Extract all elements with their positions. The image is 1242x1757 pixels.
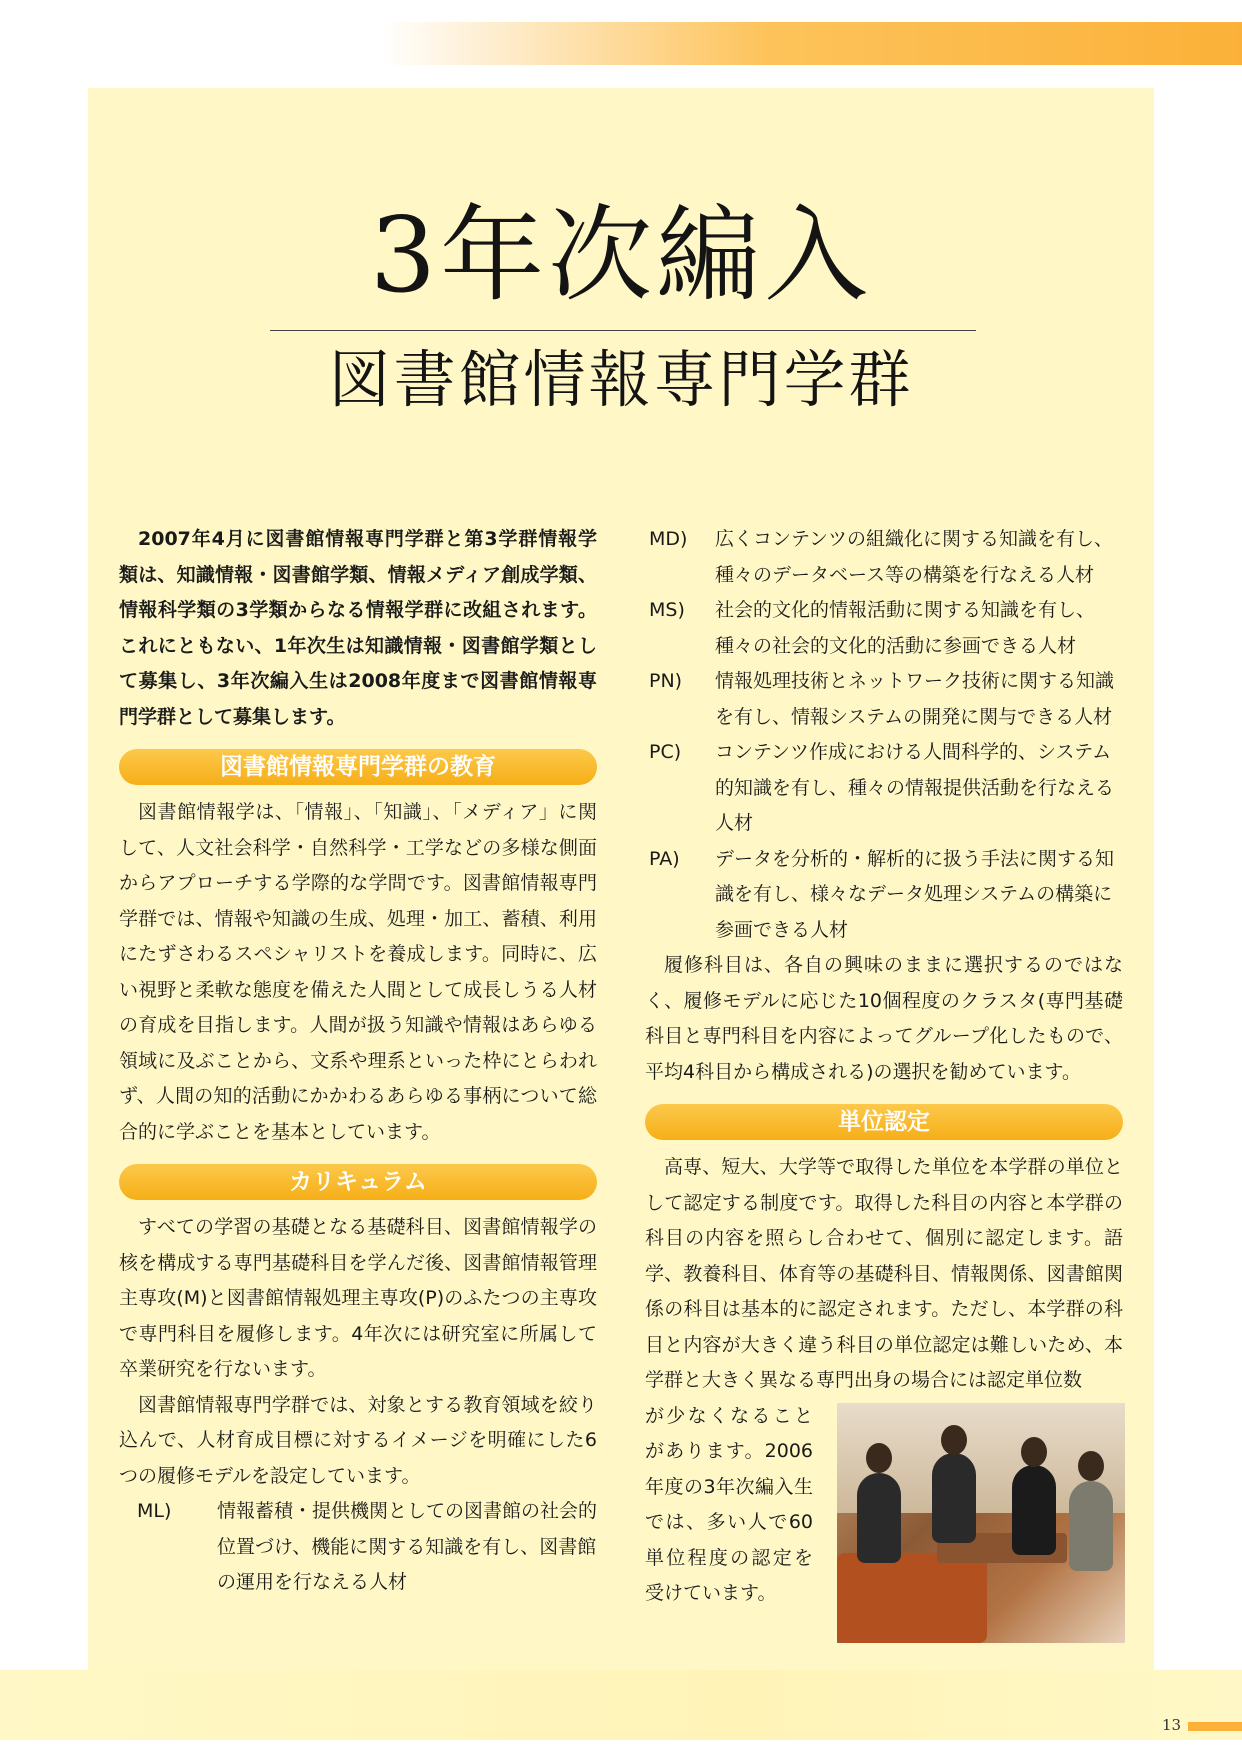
photo-person <box>932 1453 976 1543</box>
photo-person <box>1069 1481 1113 1571</box>
model-text: 情報蓄積・提供機関としての図書館の社会的位置づけ、機能に関する知識を有し、図書館の運用を行なえる人材 <box>217 1500 598 1593</box>
credit-paragraph-tail: が少なくなることがあります。2006年度の3年次編入生では、多い人で60単位程度の認定を受けています。 <box>645 1404 813 1604</box>
model-item-md <box>645 522 1123 593</box>
photo-person <box>1012 1465 1056 1555</box>
photo-head <box>1021 1437 1047 1467</box>
photo-person <box>857 1473 901 1563</box>
photo-head <box>866 1443 892 1473</box>
model-text: データを分析的・解析的に扱う手法に関する知識を有し、様々なデータ処理システムの構築に参画できる人材 <box>715 847 1115 941</box>
intro-paragraph: 2007年4月に図書館情報専門学群と第3学群情報学類は、知識情報・図書館学類、情報メディア創成学類、情報科学類の3学類からなる情報学群に改組されます。これにともない、1年次生は知識情報・図書館学類として募集し、3年次編入生は2008年度まで図書館情報専門学群として募集します。 <box>119 528 597 728</box>
model-code: PA) <box>649 847 680 870</box>
photo-sofa <box>837 1553 987 1643</box>
model-code: ML) <box>137 1500 172 1522</box>
page-number: 13 <box>1162 1716 1182 1734</box>
model-item-ml <box>119 1494 597 1601</box>
model-code: PN) <box>649 670 683 692</box>
curriculum-paragraph-2: 図書館情報専門学群では、対象とする教育領域を絞り込んで、人材育成目標に対するイメージを明確にした6つの履修モデルを設定しています。 <box>119 1393 597 1487</box>
photo-head <box>1078 1451 1104 1481</box>
curriculum-paragraph-1: すべての学習の基礎となる基礎科目、図書館情報学の核を構成する専門基礎科目を学んだ後、図書館情報管理主専攻(M)と図書館情報処理主専攻(P)のふたつの主専攻で専門科目を履修します。4年次には研究室に所属して卒業研究を行ないます。 <box>119 1216 597 1380</box>
model-code: PC) <box>649 741 682 763</box>
model-text: 広くコンテンツの組織化に関する知識を有し、種々のデータベース等の構築を行なえる人材 <box>715 528 1114 586</box>
section-heading-credit: 単位認定 <box>645 1104 1123 1140</box>
model-code: MS) <box>649 599 685 621</box>
section-heading-education: 図書館情報専門学群の教育 <box>119 749 597 785</box>
right-column <box>645 522 1123 1643</box>
section-heading-curriculum: カリキュラム <box>119 1164 597 1200</box>
model-code: MD) <box>649 528 688 550</box>
header-accent-bar <box>380 22 1242 65</box>
footer-strip <box>0 1670 1242 1740</box>
students-photo <box>837 1403 1125 1643</box>
page-subtitle: 図書館情報専門学群 <box>328 343 914 416</box>
credit-paragraph: 高専、短大、大学等で取得した単位を本学群の単位として認定する制度です。取得した科目の内容と本学群の科目の内容を照らし合わせて、個別に認定します。語学、教養科目、体育等の基礎科目、情報関係、図書館関係の科目は基本的に認定されます。ただし、本学群の科目と内容が大きく違う科目の単位認定は難しいため、本学群と大きく異なる専門出身の場合には認定単位数 <box>645 1156 1123 1391</box>
photo-row <box>645 1399 1123 1643</box>
model-item-pn <box>645 664 1123 735</box>
photo-head <box>941 1425 967 1455</box>
model-item-ms <box>645 593 1123 664</box>
model-item-pc <box>645 735 1123 842</box>
education-paragraph: 図書館情報学は、「情報」、「知識」、「メディア」に関して、人文社会科学・自然科学・工学などの多様な側面からアプローチする学際的な学問です。図書館情報専門学群では、情報や知識の生成、処理・加工、蓄積、利用にたずさわるスペシャリストを養成します。同時に、広い視野と柔軟な態度を備えた人間として成長しうる人材の育成を目指します。人間が扱う知識や情報はあらゆる領域に及ぶことから、文系や理系といった枠にとらわれず、人間の知的活動にかかわるあらゆる事柄について総合的に学ぶことを基本としています。 <box>119 801 597 1143</box>
model-text: コンテンツ作成における人間科学的、システム的知識を有し、種々の情報提供活動を行なえる人材 <box>715 741 1115 834</box>
model-text: 社会的文化的情報活動に関する知識を有し、種々の社会的文化的活動に参画できる人材 <box>715 599 1096 657</box>
model-item-pa <box>645 842 1123 949</box>
title-divider <box>270 330 976 331</box>
left-column <box>119 522 597 1601</box>
page-title: 3年次編入 <box>369 194 873 316</box>
page-number-bar <box>1188 1722 1242 1731</box>
model-text: 情報処理技術とネットワーク技術に関する知識を有し、情報システムの開発に関与できる人材 <box>715 670 1115 728</box>
cluster-paragraph: 履修科目は、各自の興味のままに選択するのではなく、履修モデルに応じた10個程度のクラスタ(専門基礎科目と専門科目を内容によってグループ化したもので、平均4科目から構成される)の選択を勧めています。 <box>645 954 1123 1083</box>
